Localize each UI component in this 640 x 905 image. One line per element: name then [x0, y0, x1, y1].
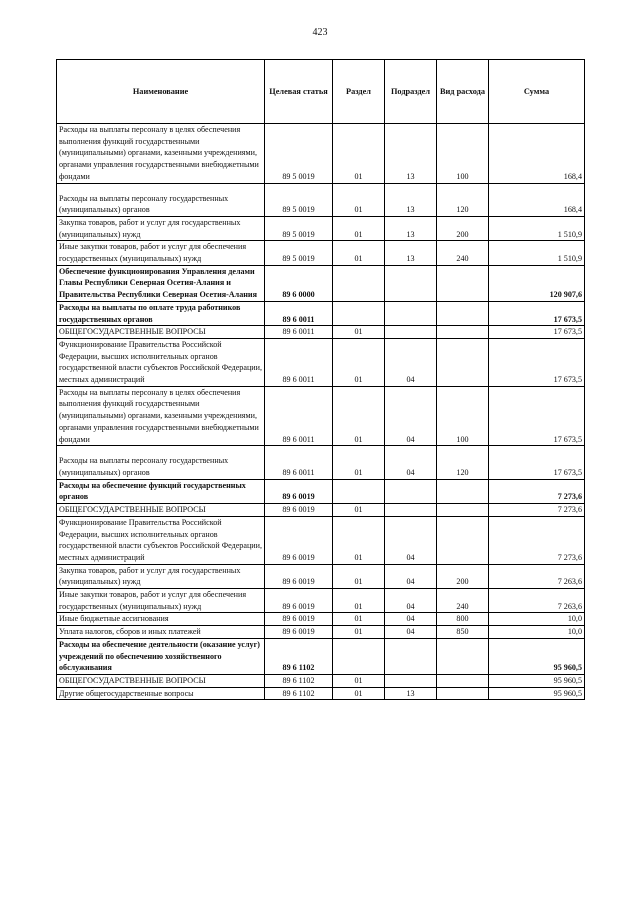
cell-expense-type: [437, 338, 489, 386]
cell-amount: 7 273,6: [489, 516, 585, 564]
cell-expense-type: [437, 638, 489, 674]
table-row: [57, 504, 585, 517]
cell-name: Обеспечение функционирования Управления делами Главы Республики Северная Осетия-Алания и Правительства Республики Северная Осетия-Алания: [57, 265, 265, 301]
cell-expense-type: 200: [437, 564, 489, 588]
cell-subsection: 13: [385, 124, 437, 184]
cell-expense-type: 120: [437, 446, 489, 479]
cell-expense-type: [437, 479, 489, 503]
table-row: [57, 216, 585, 240]
cell-amount: 95 960,5: [489, 638, 585, 674]
cell-article: 89 5 0019: [265, 216, 333, 240]
table-row: [57, 265, 585, 301]
cell-section: 01: [333, 183, 385, 216]
table-row: [57, 516, 585, 564]
cell-expense-type: [437, 301, 489, 325]
cell-section: [333, 301, 385, 325]
cell-amount: 168,4: [489, 183, 585, 216]
cell-section: [333, 265, 385, 301]
cell-subsection: 04: [385, 589, 437, 613]
table-row: [57, 564, 585, 588]
cell-name: ОБЩЕГОСУДАРСТВЕННЫЕ ВОПРОСЫ: [57, 326, 265, 339]
cell-expense-type: 850: [437, 626, 489, 639]
cell-article: 89 6 0019: [265, 613, 333, 626]
cell-subsection: [385, 504, 437, 517]
cell-subsection: 13: [385, 216, 437, 240]
cell-subsection: 04: [385, 386, 437, 446]
cell-expense-type: [437, 326, 489, 339]
table-row: [57, 124, 585, 184]
header-amount: Сумма: [489, 60, 585, 124]
cell-article: 89 6 0011: [265, 326, 333, 339]
cell-name: Расходы на выплаты персоналу в целях обеспечения выполнения функций государственными (муниципальными) органами, казенными учреждениями, органами управления государственными внебюджетными фондами: [57, 124, 265, 184]
table-row: [57, 446, 585, 479]
budget-table: [56, 59, 585, 700]
cell-expense-type: 100: [437, 386, 489, 446]
cell-amount: 168,4: [489, 124, 585, 184]
cell-expense-type: 240: [437, 589, 489, 613]
cell-article: 89 6 0011: [265, 446, 333, 479]
cell-amount: 1 510,9: [489, 241, 585, 265]
cell-subsection: [385, 301, 437, 325]
cell-subsection: [385, 265, 437, 301]
cell-name: Закупка товаров, работ и услуг для государственных (муниципальных) нужд: [57, 216, 265, 240]
cell-expense-type: 800: [437, 613, 489, 626]
cell-section: 01: [333, 516, 385, 564]
header-expense-type: Вид расхода: [437, 60, 489, 124]
header-article: Целевая статья: [265, 60, 333, 124]
table-row: [57, 626, 585, 639]
cell-amount: 10,0: [489, 626, 585, 639]
table-row: [57, 687, 585, 700]
cell-expense-type: 120: [437, 183, 489, 216]
table-row: [57, 479, 585, 503]
cell-expense-type: 100: [437, 124, 489, 184]
cell-expense-type: [437, 504, 489, 517]
cell-section: [333, 638, 385, 674]
page-number: 423: [312, 27, 328, 38]
cell-amount: 7 263,6: [489, 564, 585, 588]
cell-expense-type: 240: [437, 241, 489, 265]
cell-section: 01: [333, 613, 385, 626]
table-row: [57, 386, 585, 446]
cell-name: ОБЩЕГОСУДАРСТВЕННЫЕ ВОПРОСЫ: [57, 674, 265, 687]
cell-section: 01: [333, 589, 385, 613]
cell-article: 89 6 1102: [265, 638, 333, 674]
cell-name: Иные бюджетные ассигнования: [57, 613, 265, 626]
cell-subsection: 04: [385, 626, 437, 639]
cell-subsection: [385, 674, 437, 687]
table-row: [57, 301, 585, 325]
table-row: [57, 589, 585, 613]
cell-name: Уплата налогов, сборов и иных платежей: [57, 626, 265, 639]
cell-section: 01: [333, 326, 385, 339]
cell-article: 89 6 1102: [265, 687, 333, 700]
cell-article: 89 6 1102: [265, 674, 333, 687]
cell-amount: 95 960,5: [489, 687, 585, 700]
cell-expense-type: [437, 674, 489, 687]
cell-section: 01: [333, 564, 385, 588]
cell-name: Другие общегосударственные вопросы: [57, 687, 265, 700]
cell-section: 01: [333, 687, 385, 700]
table-body: [57, 124, 585, 700]
cell-amount: 95 960,5: [489, 674, 585, 687]
cell-article: 89 6 0019: [265, 516, 333, 564]
table-row: [57, 674, 585, 687]
cell-name: Расходы на выплаты персоналу государственных (муниципальных) органов: [57, 183, 265, 216]
cell-subsection: 04: [385, 516, 437, 564]
cell-section: 01: [333, 216, 385, 240]
cell-article: 89 5 0019: [265, 124, 333, 184]
cell-name: Расходы на обеспечение функций государственных органов: [57, 479, 265, 503]
cell-name: Иные закупки товаров, работ и услуг для обеспечения государственных (муниципальных) нужд: [57, 589, 265, 613]
cell-name: Расходы на обеспечение деятельности (оказание услуг) учреждений по обеспечению хозяйственного обслуживания: [57, 638, 265, 674]
cell-section: 01: [333, 446, 385, 479]
cell-article: 89 6 0019: [265, 626, 333, 639]
table-row: [57, 613, 585, 626]
cell-amount: 17 673,5: [489, 338, 585, 386]
cell-amount: 17 673,5: [489, 301, 585, 325]
cell-subsection: 13: [385, 183, 437, 216]
cell-subsection: 04: [385, 564, 437, 588]
cell-section: [333, 479, 385, 503]
cell-amount: 17 673,5: [489, 446, 585, 479]
cell-amount: 17 673,5: [489, 386, 585, 446]
cell-article: 89 5 0019: [265, 241, 333, 265]
cell-article: 89 6 0011: [265, 301, 333, 325]
cell-subsection: 04: [385, 613, 437, 626]
header-subsection: Подраздел: [385, 60, 437, 124]
cell-name: Закупка товаров, работ и услуг для государственных (муниципальных) нужд: [57, 564, 265, 588]
cell-section: 01: [333, 338, 385, 386]
header-name: Наименование: [57, 60, 265, 124]
cell-section: 01: [333, 626, 385, 639]
cell-article: 89 6 0000: [265, 265, 333, 301]
header-section: Раздел: [333, 60, 385, 124]
cell-expense-type: [437, 687, 489, 700]
cell-subsection: [385, 638, 437, 674]
cell-amount: 7 273,6: [489, 479, 585, 503]
table-row: [57, 241, 585, 265]
cell-section: 01: [333, 504, 385, 517]
cell-subsection: 04: [385, 446, 437, 479]
cell-name: Функционирование Правительства Российской Федерации, высших исполнительных органов государственной власти субъектов Российской Федерации, местных администраций: [57, 338, 265, 386]
cell-section: 01: [333, 386, 385, 446]
cell-article: 89 6 0011: [265, 338, 333, 386]
cell-amount: 10,0: [489, 613, 585, 626]
cell-subsection: 04: [385, 338, 437, 386]
cell-amount: 120 907,6: [489, 265, 585, 301]
cell-expense-type: [437, 265, 489, 301]
cell-article: 89 6 0019: [265, 589, 333, 613]
cell-article: 89 6 0019: [265, 564, 333, 588]
cell-article: 89 6 0019: [265, 479, 333, 503]
cell-name: Расходы на выплаты персоналу государственных (муниципальных) органов: [57, 446, 265, 479]
cell-name: ОБЩЕГОСУДАРСТВЕННЫЕ ВОПРОСЫ: [57, 504, 265, 517]
cell-article: 89 6 0019: [265, 504, 333, 517]
cell-amount: 7 263,6: [489, 589, 585, 613]
cell-expense-type: 200: [437, 216, 489, 240]
cell-article: 89 5 0019: [265, 183, 333, 216]
cell-subsection: [385, 326, 437, 339]
cell-section: 01: [333, 124, 385, 184]
cell-name: Расходы на выплаты по оплате труда работников государственных органов: [57, 301, 265, 325]
cell-amount: 1 510,9: [489, 216, 585, 240]
cell-name: Иные закупки товаров, работ и услуг для обеспечения государственных (муниципальных) нужд: [57, 241, 265, 265]
cell-expense-type: [437, 516, 489, 564]
cell-amount: 7 273,6: [489, 504, 585, 517]
cell-section: 01: [333, 241, 385, 265]
table-header-row: [57, 60, 585, 124]
cell-article: 89 6 0011: [265, 386, 333, 446]
cell-subsection: 13: [385, 687, 437, 700]
cell-name: Функционирование Правительства Российской Федерации, высших исполнительных органов государственной власти субъектов Российской Федерации, местных администраций: [57, 516, 265, 564]
cell-name: Расходы на выплаты персоналу в целях обеспечения выполнения функций государственными (муниципальными) органами, казенными учреждениями, органами управления государственными внебюджетными фондами: [57, 386, 265, 446]
cell-subsection: [385, 479, 437, 503]
table-row: [57, 326, 585, 339]
cell-amount: 17 673,5: [489, 326, 585, 339]
table-row: [57, 183, 585, 216]
cell-subsection: 13: [385, 241, 437, 265]
table-row: [57, 638, 585, 674]
cell-section: 01: [333, 674, 385, 687]
table-row: [57, 338, 585, 386]
